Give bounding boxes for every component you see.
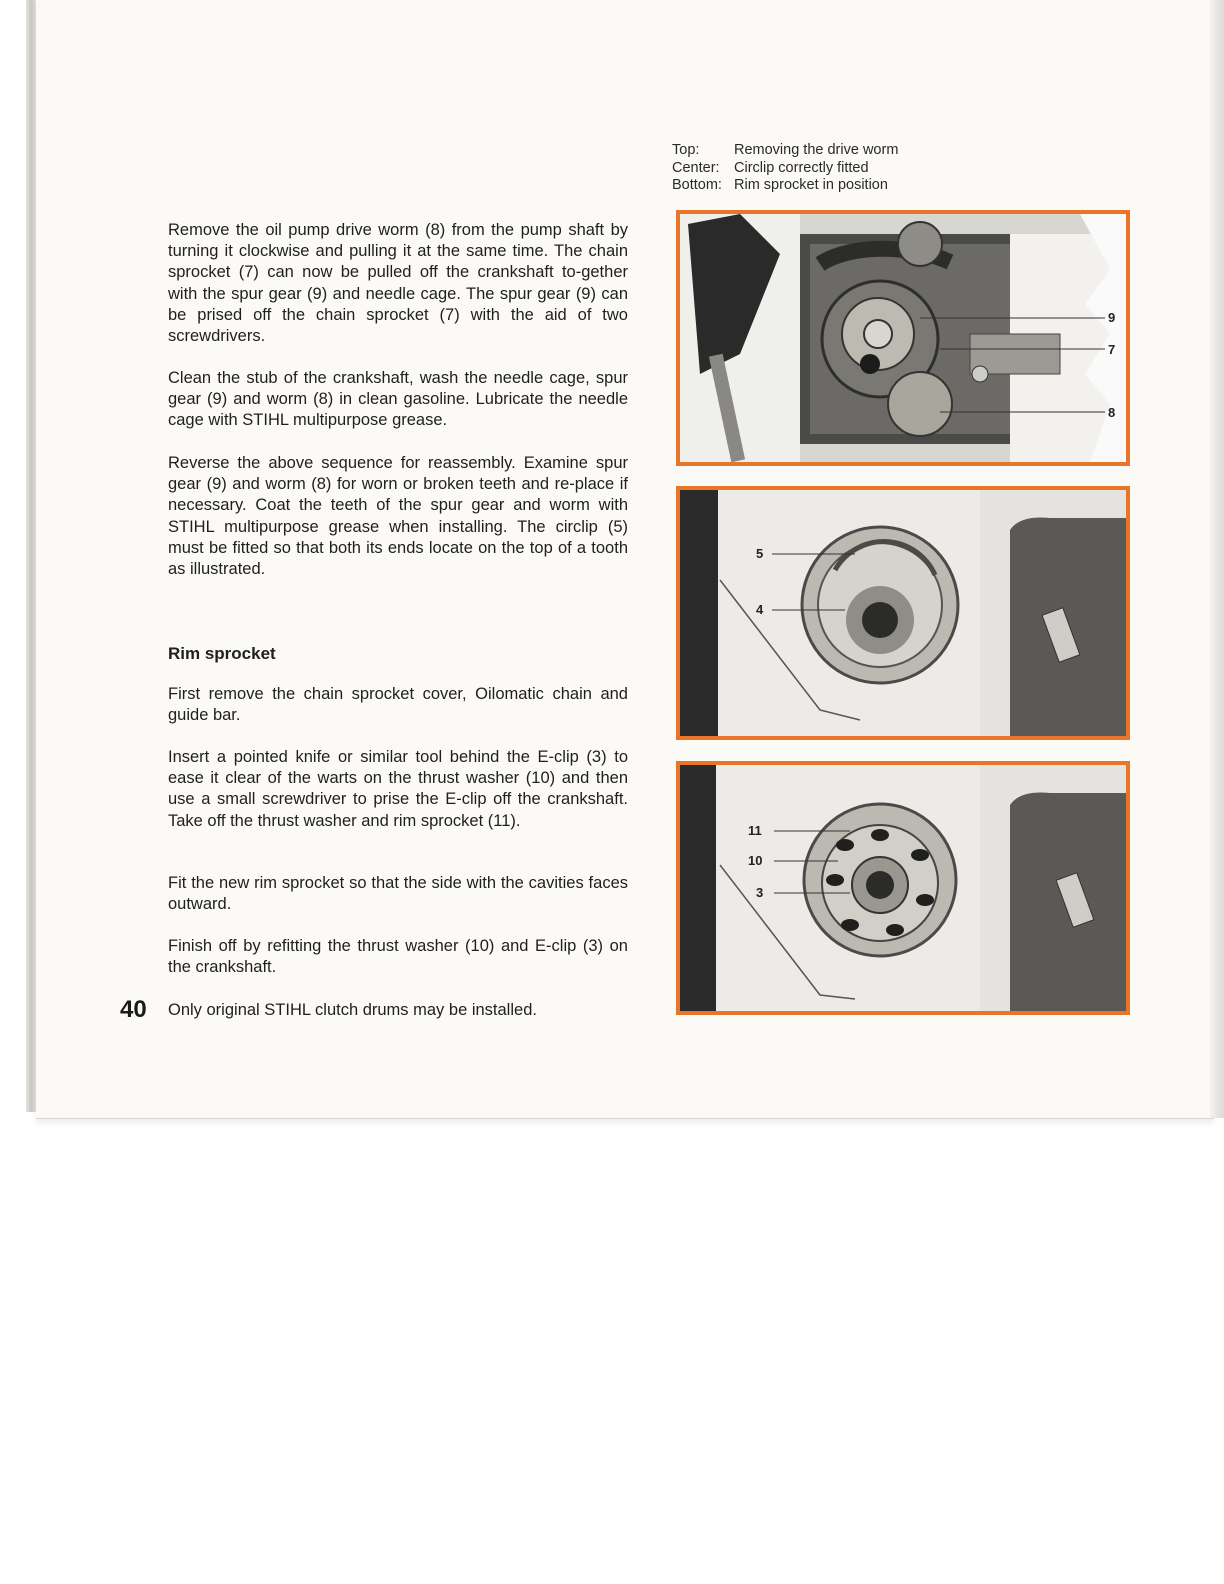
caption-key: Top: — [672, 142, 700, 158]
callout-3: 3 — [756, 885, 764, 900]
callout-8: 8 — [1108, 405, 1116, 420]
paragraph-refit-washer: Finish off by refitting the thrust washer (10) and E-clip (3) on the crankshaft. — [168, 937, 628, 977]
paragraph-original-drums: Only original STIHL clutch drums may be installed. — [168, 1001, 537, 1019]
callout-7: 7 — [1108, 342, 1116, 357]
callout-10: 10 — [748, 853, 763, 868]
caption-key: Center: — [672, 159, 720, 176]
photo-caption-legend — [672, 142, 898, 195]
caption-text: Removing the drive worm — [734, 142, 899, 158]
caption-key: Bottom: — [672, 177, 722, 193]
caption-center — [672, 160, 898, 178]
section-heading-rim-sprocket: Rim sprocket — [168, 644, 276, 663]
paragraph-remove-cover: First remove the chain sprocket cover, Oilomatic chain and guide bar. — [168, 685, 628, 725]
caption-text: Rim sprocket in position — [734, 177, 888, 193]
page-number: 40 — [120, 996, 147, 1023]
photo-illustration-center — [680, 490, 1126, 736]
photo-rim-sprocket — [676, 761, 1130, 1015]
caption-text: Circlip correctly fitted — [734, 159, 869, 176]
photo-illustration-top — [680, 214, 1126, 462]
photo-illustration-bottom — [680, 765, 1126, 1011]
paragraph-remove-eclip: Insert a pointed knife or similar tool behind the E-clip (3) to ease it clear of the warts on the thrust washer (10) and then use a small screwdriver to prise the E-clip off the crankshaft. Take off the thrust washer and rim sprocket (11). — [168, 748, 628, 830]
paragraph-remove-worm: Remove the oil pump drive worm (8) from the pump shaft by turning it clockwise and pulling it at the same time. The chain sprocket (7) can now be pulled off the crankshaft to-gether with the spur gear (9) and needle cage. The spur gear (9) can be prised off the chain sprocket (7) with the aid of two screwdrivers. — [168, 221, 628, 346]
page-right-edge — [1210, 0, 1224, 1118]
paragraph-clean-stub: Clean the stub of the crankshaft, wash the needle cage, spur gear (9) and worm (8) in clean gasoline. Lubricate the needle cage with STIHL multipurpose grease. — [168, 369, 628, 430]
caption-bottom — [672, 177, 898, 195]
paragraph-fit-rim-sprocket: Fit the new rim sprocket so that the side with the cavities faces outward. — [168, 874, 628, 914]
callout-4: 4 — [756, 602, 764, 617]
callout-11: 11 — [748, 823, 762, 838]
photo-circlip-fitted — [676, 486, 1130, 740]
photo-removing-drive-worm — [676, 210, 1130, 466]
callout-9: 9 — [1108, 310, 1116, 325]
paragraph-reassembly: Reverse the above sequence for reassembly. Examine spur gear (9) and worm (8) for worn or broken teeth and re-place if necessary. Coat the teeth of the spur gear and worm with STIHL multipurpose grease when installing. The circlip (5) must be fitted so that both its ends locate on the top of a tooth as illustrated. — [168, 454, 628, 579]
caption-top — [672, 142, 898, 160]
callout-5: 5 — [756, 546, 764, 561]
